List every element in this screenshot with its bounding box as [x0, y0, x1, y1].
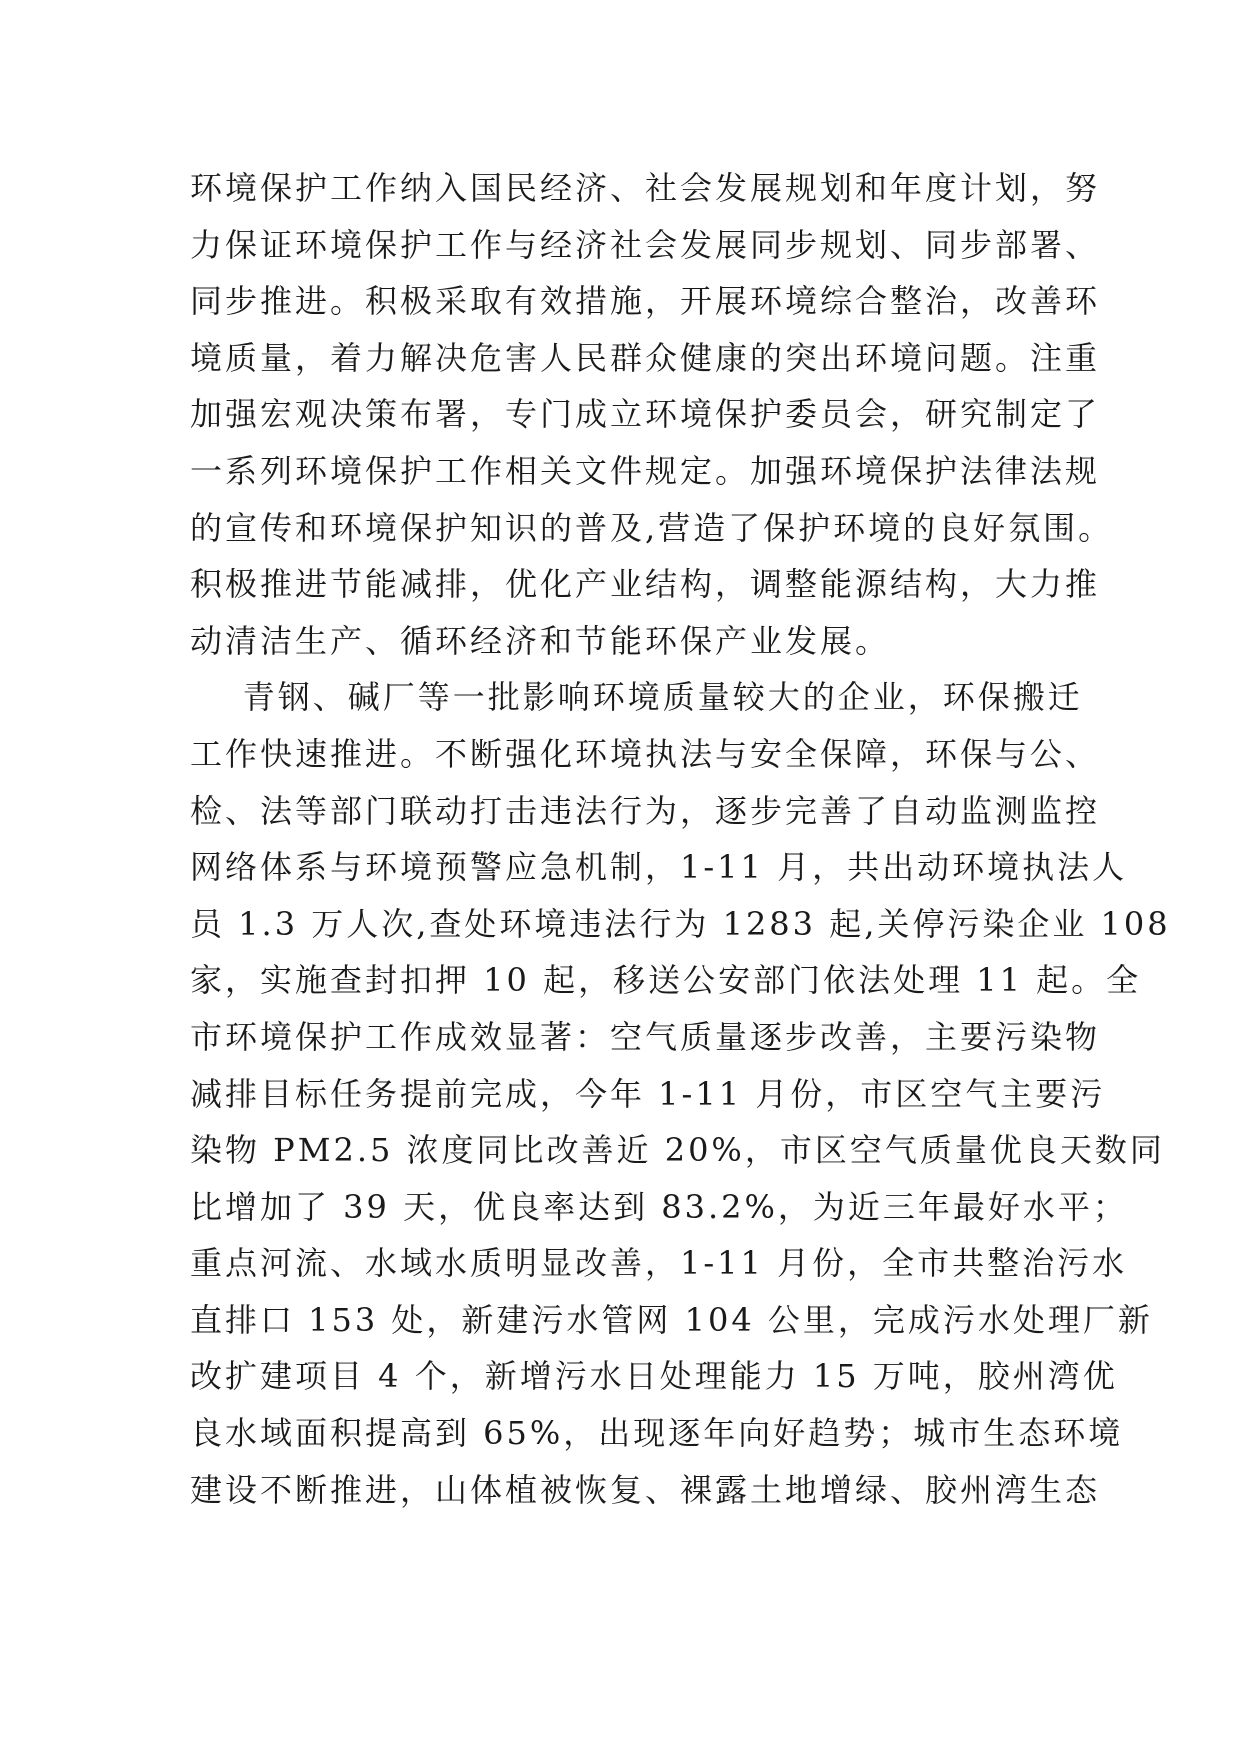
text-line: 良水域面积提高到 65%，出现逐年向好趋势；城市生态环境 [190, 1414, 1124, 1453]
text-line: 的宣传和环境保护知识的普及,营造了保护环境的良好氛围。 [190, 508, 1114, 547]
text-line: 建设不断推进，山体植被恢复、裸露土地增绿、胶州湾生态 [190, 1470, 1101, 1509]
text-line: 境质量，着力解决危害人民群众健康的突出环境问题。注重 [190, 338, 1101, 377]
text-line: 一系列环境保护工作相关文件规定。加强环境保护法律法规 [190, 451, 1101, 490]
text-line: 网络体系与环境预警应急机制，1-11 月，共出动环境执法人 [190, 848, 1128, 887]
text-line: 检、法等部门联动打击违法行为，逐步完善了自动监测监控 [190, 791, 1101, 830]
text-line: 加强宏观决策布署，专门成立环境保护委员会，研究制定了 [190, 395, 1101, 434]
text-line: 积极推进节能减排，优化产业结构，调整能源结构，大力推 [190, 565, 1101, 604]
text-line: 市环境保护工作成效显著：空气质量逐步改善，主要污染物 [190, 1017, 1101, 1056]
text-line: 染物 PM2.5 浓度同比改善近 20%，市区空气质量优良天数同 [190, 1131, 1165, 1170]
text-line: 重点河流、水域水质明显改善，1-11 月份，全市共整治污水 [190, 1244, 1128, 1283]
body-text [190, 160, 1171, 1518]
text-line: 环境保护工作纳入国民经济、社会发展规划和年度计划，努 [190, 169, 1101, 207]
text-line: 直排口 153 处，新建污水管网 104 公里，完成污水处理厂新 [190, 1300, 1153, 1339]
text-line: 动清洁生产、循环经济和节能环保产业发展。 [190, 621, 891, 660]
text-line: 员 1.3 万人次,查处环境违法行为 1283 起,关停污染企业 108 [190, 904, 1171, 943]
text-line: 工作快速推进。不断强化环境执法与安全保障，环保与公、 [190, 734, 1101, 773]
text-line: 力保证环境保护工作与经济社会发展同步规划、同步部署、 [190, 225, 1101, 264]
text-line: 改扩建项目 4 个，新增污水日处理能力 15 万吨，胶州湾优 [190, 1357, 1118, 1396]
text-line: 减排目标任务提前完成，今年 1-11 月份，市区空气主要污 [190, 1074, 1106, 1113]
text-line: 比增加了 39 天，优良率达到 83.2%，为近三年最好水平； [190, 1187, 1128, 1226]
text-line: 同步推进。积极采取有效措施，开展环境综合整治，改善环 [190, 282, 1101, 321]
text-line: 青钢、碱厂等一批影响环境质量较大的企业，环保搬迁 [190, 678, 1083, 717]
text-line: 家，实施查封扣押 10 起，移送公安部门依法处理 11 起。全 [190, 961, 1142, 1000]
